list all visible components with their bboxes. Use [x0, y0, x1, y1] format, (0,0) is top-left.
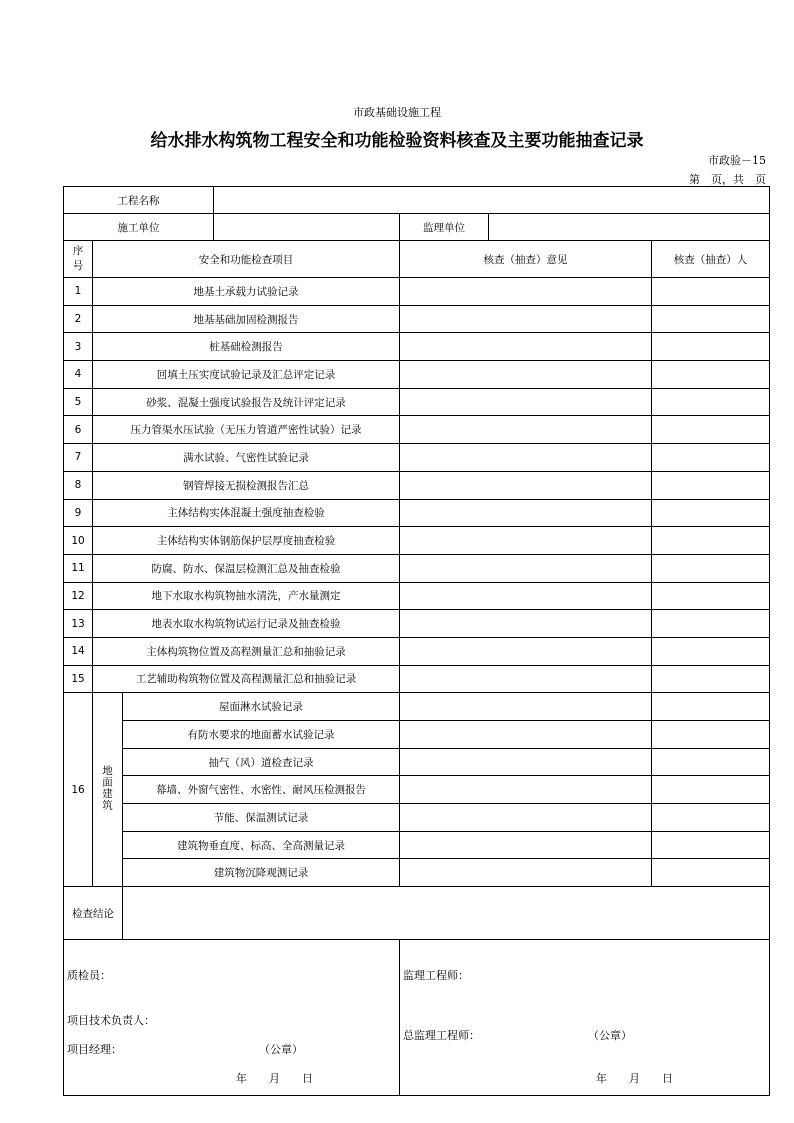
- table-row: [64, 554, 770, 582]
- row-item: 建筑物垂直度、标高、全高测量记录: [123, 831, 400, 859]
- table-row: [64, 693, 770, 721]
- row-person[interactable]: [652, 748, 770, 776]
- row-opinion[interactable]: [400, 582, 652, 610]
- table-row: [64, 776, 770, 804]
- row-number: 5: [64, 388, 93, 416]
- table-row: [64, 831, 770, 859]
- units-row: [64, 214, 770, 241]
- table-row: [64, 721, 770, 749]
- project-name-label: 工程名称: [64, 187, 214, 214]
- contractor-signature-block: [64, 940, 400, 1096]
- table-row: [64, 361, 770, 389]
- row-opinion[interactable]: [400, 693, 652, 721]
- row-opinion[interactable]: [400, 361, 652, 389]
- row-opinion[interactable]: [400, 527, 652, 555]
- document-subtitle: 市政基础设施工程: [353, 106, 441, 119]
- row-number: 11: [64, 554, 93, 582]
- row-person[interactable]: [652, 388, 770, 416]
- row-person[interactable]: [652, 444, 770, 472]
- row-number: 1: [64, 278, 93, 306]
- table-row: [64, 804, 770, 832]
- row-item: 主体构筑物位置及高程测量汇总和抽验记录: [93, 637, 400, 665]
- row-item: 主体结构实体钢筋保护层厚度抽查检验: [93, 527, 400, 555]
- row-opinion[interactable]: [400, 471, 652, 499]
- table-row: [64, 278, 770, 306]
- table-row: [64, 444, 770, 472]
- document-title: 给水排水构筑物工程安全和功能检验资料核查及主要功能抽查记录: [150, 131, 644, 151]
- column-header-row: [64, 241, 770, 278]
- row-item: 防腐、防水、保温层检测汇总及抽查检验: [93, 554, 400, 582]
- row-opinion[interactable]: [400, 831, 652, 859]
- table-row: [64, 388, 770, 416]
- table-row: [64, 859, 770, 887]
- row-opinion[interactable]: [400, 859, 652, 887]
- row-person[interactable]: [652, 804, 770, 832]
- group-16: [64, 693, 770, 887]
- construction-unit-label: 施工单位: [64, 214, 214, 241]
- table-row: [64, 305, 770, 333]
- row-person[interactable]: [652, 582, 770, 610]
- row-item: 地基土承载力试验记录: [93, 278, 400, 306]
- conclusion-label: 检查结论: [64, 887, 123, 940]
- row-number: 16: [64, 693, 93, 887]
- row-item: 回填土压实度试验记录及汇总评定记录: [93, 361, 400, 389]
- table-row: [64, 416, 770, 444]
- row-person[interactable]: [652, 610, 770, 638]
- row-number: 7: [64, 444, 93, 472]
- row-opinion[interactable]: [400, 499, 652, 527]
- col-item-header: 安全和功能检查项目: [93, 241, 400, 278]
- form-code: 市政验－15: [708, 154, 766, 167]
- row-opinion[interactable]: [400, 665, 652, 693]
- row-person[interactable]: [652, 278, 770, 306]
- row-item: 压力管渠水压试验（无压力管道严密性试验）记录: [93, 416, 400, 444]
- row-opinion[interactable]: [400, 388, 652, 416]
- row-opinion[interactable]: [400, 637, 652, 665]
- row-item: 钢管焊接无损检测报告汇总: [93, 471, 400, 499]
- row-opinion[interactable]: [400, 416, 652, 444]
- row-number: 15: [64, 665, 93, 693]
- engineer-label: 监理工程师：: [403, 969, 470, 983]
- row-item: 地下水取水构筑物抽水清洗，产水量测定: [93, 582, 400, 610]
- row-opinion[interactable]: [400, 305, 652, 333]
- table-row: [64, 499, 770, 527]
- row-opinion[interactable]: [400, 776, 652, 804]
- table-row: [64, 610, 770, 638]
- table-row: [64, 582, 770, 610]
- conclusion-row: [64, 887, 770, 940]
- row-person[interactable]: [652, 554, 770, 582]
- row-number: 14: [64, 637, 93, 665]
- row-item: 抽气（风）道检查记录: [123, 748, 400, 776]
- supervisor-signature-block: [400, 940, 770, 1096]
- row-person[interactable]: [652, 859, 770, 887]
- row-person[interactable]: [652, 527, 770, 555]
- construction-unit-value[interactable]: [214, 214, 400, 241]
- contractor-seal: （公章）: [259, 1043, 303, 1057]
- row-opinion[interactable]: [400, 610, 652, 638]
- row-item: 满水试验、气密性试验记录: [93, 444, 400, 472]
- row-item: 地基基础加固检测报告: [93, 305, 400, 333]
- row-person[interactable]: [652, 499, 770, 527]
- row-person[interactable]: [652, 361, 770, 389]
- row-item: 幕墙、外窗气密性、水密性、耐风压检测报告: [123, 776, 400, 804]
- row-opinion[interactable]: [400, 444, 652, 472]
- row-person[interactable]: [652, 637, 770, 665]
- qc-label: 质检员：: [67, 969, 111, 983]
- supervision-unit-label: 监理单位: [400, 214, 489, 241]
- check-items: [64, 278, 770, 693]
- row-person[interactable]: [652, 333, 770, 361]
- row-item: 桩基础检测报告: [93, 333, 400, 361]
- row-person[interactable]: [652, 416, 770, 444]
- row-item: 砂浆、混凝土强度试验报告及统计评定记录: [93, 388, 400, 416]
- row-number: 13: [64, 610, 93, 638]
- row-number: 6: [64, 416, 93, 444]
- row-opinion[interactable]: [400, 748, 652, 776]
- row-item: 工艺辅助构筑物位置及高程测量汇总和抽验记录: [93, 665, 400, 693]
- inspection-form-table: [63, 186, 770, 1096]
- row-item: 节能、保温测试记录: [123, 804, 400, 832]
- row-person[interactable]: [652, 305, 770, 333]
- project-name-row: [64, 187, 770, 214]
- table-row: [64, 527, 770, 555]
- row-person[interactable]: [652, 665, 770, 693]
- table-row: [64, 665, 770, 693]
- chief-engineer-label: 总监理工程师：: [403, 1029, 481, 1043]
- row-number: 2: [64, 305, 93, 333]
- page-info: 第 页，共 页: [689, 173, 766, 186]
- table-row: [64, 637, 770, 665]
- row-item: 地表水取水构筑物试运行记录及抽查检验: [93, 610, 400, 638]
- row-number: 4: [64, 361, 93, 389]
- row-opinion[interactable]: [400, 804, 652, 832]
- row-person[interactable]: [652, 831, 770, 859]
- row-number: 10: [64, 527, 93, 555]
- col-seq-header: 序号: [64, 241, 93, 278]
- tech-lead-label: 项目技术负责人：: [67, 1014, 155, 1028]
- supervisor-date: 年 月 日: [596, 1072, 674, 1086]
- row-person[interactable]: [652, 471, 770, 499]
- pm-label: 项目经理：: [67, 1043, 122, 1057]
- row-person[interactable]: [652, 776, 770, 804]
- row-item: 建筑物沉降观测记录: [123, 859, 400, 887]
- row-person[interactable]: [652, 693, 770, 721]
- row-person[interactable]: [652, 721, 770, 749]
- contractor-date: 年 月 日: [236, 1072, 313, 1086]
- project-name-value[interactable]: [214, 187, 770, 214]
- row-opinion[interactable]: [400, 278, 652, 306]
- row-item: 屋面淋水试验记录: [123, 693, 400, 721]
- row-number: 12: [64, 582, 93, 610]
- row-number: 9: [64, 499, 93, 527]
- conclusion-value[interactable]: [123, 887, 770, 940]
- row-opinion[interactable]: [400, 721, 652, 749]
- table-row: [64, 333, 770, 361]
- row-number: 3: [64, 333, 93, 361]
- table-row: [64, 748, 770, 776]
- supervisor-seal: （公章）: [588, 1029, 633, 1043]
- signature-row: [64, 940, 770, 1096]
- row-opinion[interactable]: [400, 554, 652, 582]
- col-person-header: 核查（抽查）人: [652, 241, 770, 278]
- group-category: 地面建筑: [93, 693, 123, 887]
- row-item: 主体结构实体混凝土强度抽查检验: [93, 499, 400, 527]
- row-number: 8: [64, 471, 93, 499]
- table-row: [64, 471, 770, 499]
- supervision-unit-value[interactable]: [489, 214, 770, 241]
- row-item: 有防水要求的地面蓄水试验记录: [123, 721, 400, 749]
- col-opinion-header: 核查（抽查）意见: [400, 241, 652, 278]
- row-opinion[interactable]: [400, 333, 652, 361]
